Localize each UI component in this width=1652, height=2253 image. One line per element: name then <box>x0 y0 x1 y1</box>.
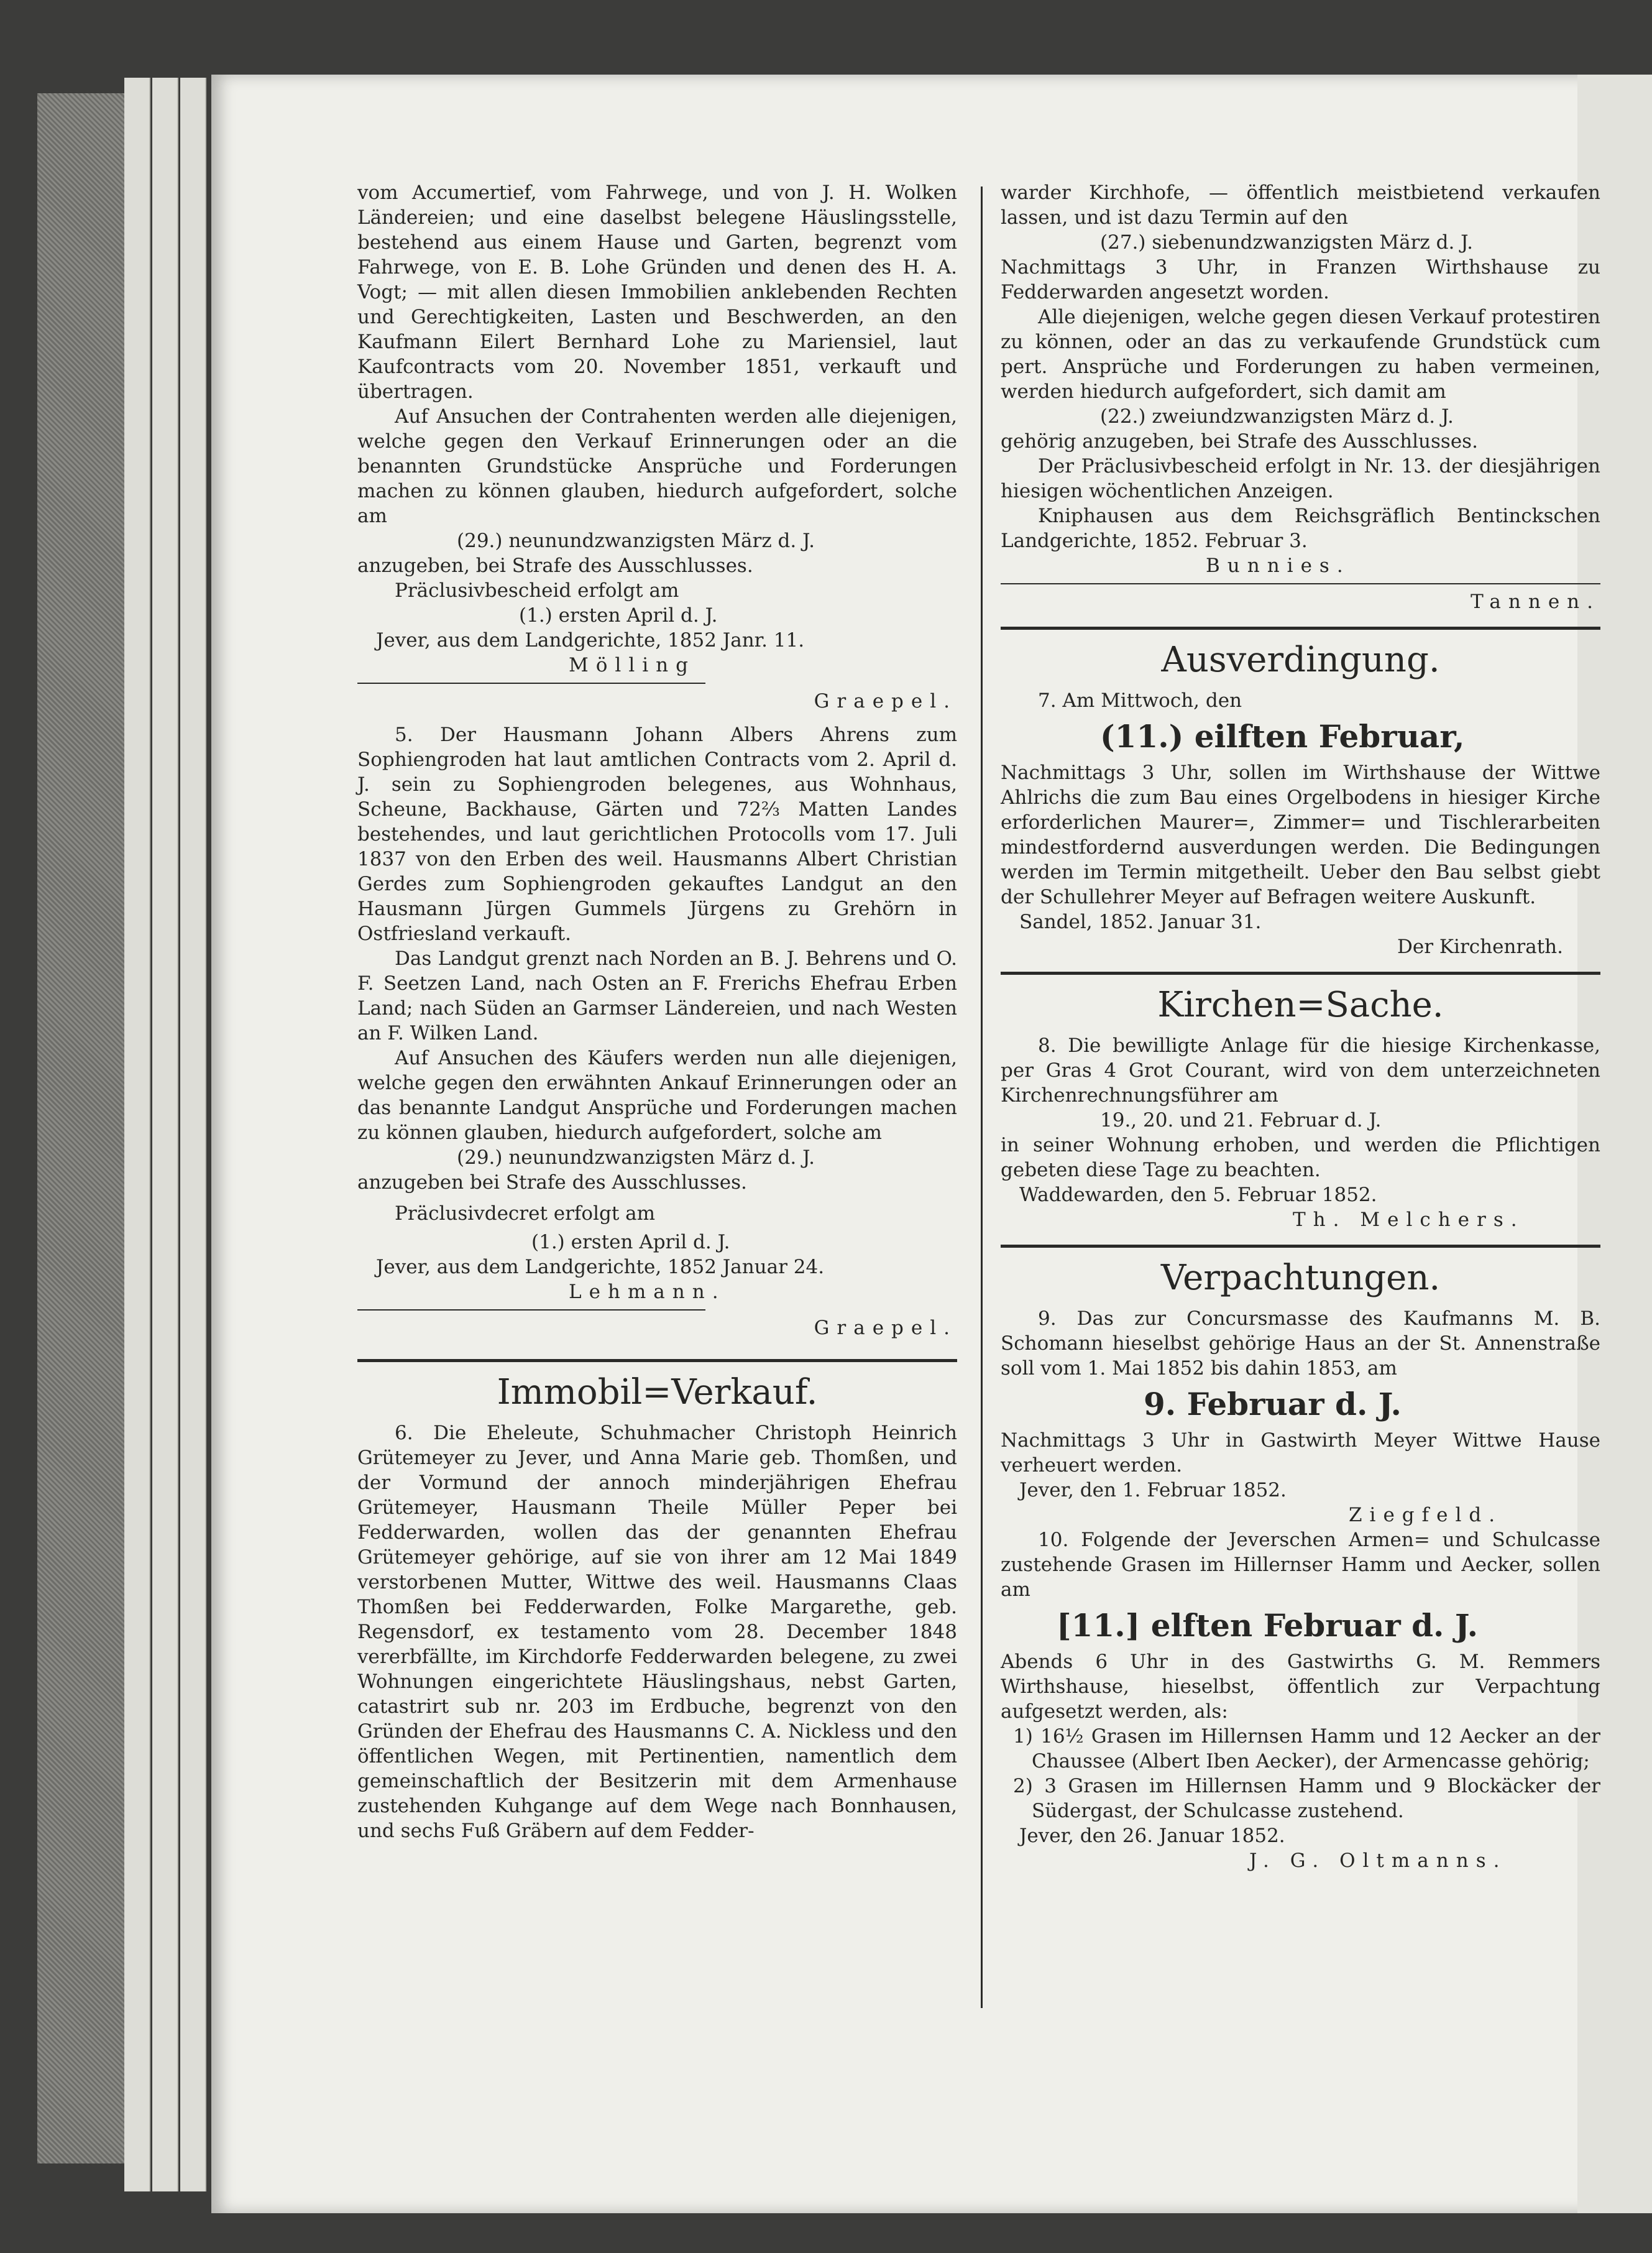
notice-9: 9. Das zur Concursmasse des Kaufmanns M. B. Schomann hieselbst gehörige Haus an der St. Annenstraße soll vom 1. Mai 1852 bis dahin 1853, am <box>1001 1307 1600 1380</box>
notice-7: 7. Am Mittwoch, den <box>1038 689 1242 712</box>
paragraph: warder Kirchhofe, — öffentlich meistbietend verkaufen lassen, und ist dazu Termin auf den <box>1001 182 1600 229</box>
date-line: (1.) ersten April d. J. <box>519 604 718 627</box>
signature: Graepel. <box>814 690 957 712</box>
date-line: 9. Februar d. J. <box>1144 1386 1402 1422</box>
paragraph: Nachmittags 3 Uhr, sollen im Wirthshause der Wittwe Ahlrichs die zum Bau eines Orgelbodens in hiesiger Kirche erforderlichen Maurer=, Zimmer= und Tischlerarbeiten mindestfordernd ausverdungen werden. Die Bedingungen werden im Termin mitgetheilt. Ueber den Bau selbst giebt der Schullehrer Meyer auf Befragen weitere Auskunft. <box>1001 762 1600 908</box>
notice-5: 5. Der Hausmann Johann Albers Ahrens zum Sophiengroden hat laut amtlichen Contracts vom 2. April d. J. sein zu Sophiengroden belegenes, aus Wohnhaus, Scheune, Backhause, Gärten und 72⅔ Matten Landes bestehendes, und laut gerichtlichen Protocolls vom 17. Juli 1837 von den Erben des weil. Hausmanns Albert Christian Gerdes zum Sophiengroden gekauftes Landgut an den Hausmann Jürgen Gummels Jürgens zu Grehörn in Ostfriesland verkauft. <box>357 724 957 945</box>
paragraph: Auf Ansuchen der Contrahenten werden alle diejenigen, welche gegen den Verkauf Erinnerungen oder an die benannten Grundstücke Ansprüche und Forderungen machen zu können glauben, hiedurch aufgefordert, solche am <box>357 405 957 527</box>
divider <box>357 683 705 684</box>
section-heading-immobil: Immobil=Verkauf. <box>497 1372 818 1412</box>
date-line: (1.) ersten April d. J. <box>531 1231 730 1253</box>
left-column <box>357 180 957 1843</box>
section-rule <box>357 1359 957 1362</box>
paragraph: Kniphausen aus dem Reichsgräflich Bentinckschen Landgerichte, 1852. Februar 3. <box>1001 505 1600 552</box>
list-item: 2) 3 Grasen im Hillernsen Hamm und 9 Blockäcker der Südergast, der Schulcasse zustehend. <box>1013 1775 1600 1822</box>
place-date: Sandel, 1852. Januar 31. <box>1019 911 1262 933</box>
signature: Graepel. <box>814 1317 957 1339</box>
signature: Ziegfeld. <box>1349 1504 1503 1526</box>
page-edge <box>180 78 206 2191</box>
paragraph: Der Präclusivbescheid erfolgt in Nr. 13. der diesjährigen hiesigen wöchentlichen Anzeigen. <box>1001 455 1600 502</box>
signature: Lehmann. <box>569 1281 726 1303</box>
paragraph: Nachmittags 3 Uhr, in Franzen Wirthshause zu Fedderwarden angesetzt worden. <box>1001 256 1600 303</box>
paragraph: Präclusivdecret erfolgt am <box>395 1202 656 1225</box>
date-line: 19., 20. und 21. Februar d. J. <box>1100 1109 1382 1131</box>
signature: Mölling <box>569 654 695 676</box>
place-date: Jever, aus dem Landgerichte, 1852 Janr. 11. <box>376 629 805 652</box>
column-divider <box>981 187 983 2008</box>
section-rule <box>1001 1245 1600 1248</box>
paragraph: Präclusivbescheid erfolgt am <box>395 579 679 602</box>
page-edge <box>124 78 150 2191</box>
notice-6: 6. Die Eheleute, Schuhmacher Christoph Heinrich Grütemeyer zu Jever, und Anna Marie geb. Thomßen, und der Vormund der annoch minderjährigen Ehefrau Grütemeyer, Hausmann Theile Müller Peper bei Fedderwarden, wollen das der genannten Ehefrau Grütemeyer gehörige, auf sie von ihrer am 12 Mai 1849 verstorbenen Mutter, Wittwe des weil. Hausmanns Claas Thomßen bei Fedderwarden, Folke Margarethe, geb. Regensdorf, ex testamento vom 28. December 1848 vererbfällte, im Kirchdorfe Fedderwarden belegene, zu zwei Wohnungen eingerichtete Häuslingshaus, nebst Garten, catastrirt sub nr. 203 im Erdbuche, begrenzt von den Gründen der Ehefrau des Hausmanns C. A. Nickless und den öffentlichen Wegen, mit Pertinentien, namentlich dem gemeinschaftlich der Besitzerin mit dem Armenhause zustehenden Kuhgange auf dem Wege nach Bonnhausen, und sechs Fuß Gräbern auf dem Fedder- <box>357 1422 957 1842</box>
section-heading-verpachtungen: Verpachtungen. <box>1160 1258 1441 1298</box>
divider <box>357 1309 705 1311</box>
section-heading-kirchen: Kirchen=Sache. <box>1157 985 1444 1025</box>
signature: Tannen. <box>1471 591 1600 613</box>
section-heading-ausverdingung: Ausverdingung. <box>1161 640 1440 680</box>
page-edge <box>152 78 178 2191</box>
paragraph: gehörig anzugeben, bei Strafe des Ausschlusses. <box>1001 430 1478 453</box>
right-column <box>1001 180 1600 1873</box>
paragraph: Alle diejenigen, welche gegen diesen Verkauf protestiren zu können, oder an das zu verkaufende Grundstück cum pert. Ansprüche und Forderungen zu haben vermeinen, werden hiedurch aufgefordert, sich damit am <box>1001 306 1600 403</box>
section-rule <box>1001 972 1600 975</box>
notice-10: 10. Folgende der Jeverschen Armen= und Schulcasse zustehende Grasen im Hillernser Hamm und Aecker, sollen am <box>1001 1529 1600 1601</box>
date-line: (29.) neunundzwanzigsten März d. J. <box>457 530 815 552</box>
notice-8: 8. Die bewilligte Anlage für die hiesige Kirchenkasse, per Gras 4 Grot Courant, wird von dem unterzeichneten Kirchenrechnungsführer am <box>1001 1034 1600 1107</box>
section-rule <box>1001 627 1600 630</box>
date-line: (11.) eilften Februar, <box>1100 718 1465 755</box>
date-line: [11.] elften Februar d. J. <box>1057 1607 1479 1644</box>
place-date: Jever, den 1. Februar 1852. <box>1019 1479 1287 1501</box>
paragraph: Abends 6 Uhr in des Gastwirths G. M. Remmers Wirthshause, hieselbst, öffentlich zur Verpachtung aufgesetzt werden, als: <box>1001 1651 1600 1723</box>
paragraph: Das Landgut grenzt nach Norden an B. J. Behrens und O. F. Seetzen Land, nach Osten an F. Frerichs Ehefrau Erben Land; nach Süden an Garmser Ländereien, und nach Westen an F. Wilken Land. <box>357 947 957 1044</box>
date-line: (27.) siebenundzwanzigsten März d. J. <box>1100 231 1474 254</box>
paragraph: anzugeben bei Strafe des Ausschlusses. <box>357 1171 747 1194</box>
signature: Bunnies. <box>1206 555 1351 577</box>
signature: J. G. Oltmanns. <box>1249 1850 1507 1872</box>
place-date: Waddewarden, den 5. Februar 1852. <box>1019 1184 1377 1206</box>
book-spine <box>37 93 124 2163</box>
paragraph: vom Accumertief, vom Fahrwege, und von J. H. Wolken Ländereien; und eine daselbst belegene Häuslingsstelle, bestehend aus einem Hause und Garten, begrenzt vom Fahrwege, von E. B. Lohe Gründen und denen des H. A. Vogt; — mit allen diesen Immobilien anklebenden Rechten und Gerechtigkeiten, Lasten und Beschwerden, an den Kaufmann Eilert Bernhard Lohe zu Mariensiel, laut Kaufcontracts vom 20. November 1851, verkauft und übertragen. <box>357 182 957 403</box>
divider <box>1001 583 1600 584</box>
date-line: (29.) neunundzwanzigsten März d. J. <box>457 1146 815 1169</box>
signature: Der Kirchenrath. <box>1397 936 1563 958</box>
date-line: (22.) zweiundzwanzigsten März d. J. <box>1100 405 1454 428</box>
paragraph: Nachmittags 3 Uhr in Gastwirth Meyer Wittwe Hause verheuert werden. <box>1001 1429 1600 1477</box>
paragraph: in seiner Wohnung erhoben, und werden die Pflichtigen gebeten diese Tage zu beachten. <box>1001 1134 1600 1181</box>
place-date: Jever, den 26. Januar 1852. <box>1019 1825 1285 1847</box>
paragraph: anzugeben, bei Strafe des Ausschlusses. <box>357 555 753 577</box>
place-date: Jever, aus dem Landgerichte, 1852 Januar 24. <box>376 1256 825 1278</box>
signature: Th. Melchers. <box>1293 1209 1525 1231</box>
list-item: 1) 16½ Grasen im Hillernsen Hamm und 12 Aecker an der Chaussee (Albert Iben Aecker), der Armencasse gehörig; <box>1013 1725 1600 1772</box>
paragraph: Auf Ansuchen des Käufers werden nun alle diejenigen, welche gegen den erwähnten Ankauf Erinnerungen oder an das benannte Landgut Ansprüche und Forderungen machen zu können glauben, hiedurch aufgefordert, solche am <box>357 1047 957 1144</box>
